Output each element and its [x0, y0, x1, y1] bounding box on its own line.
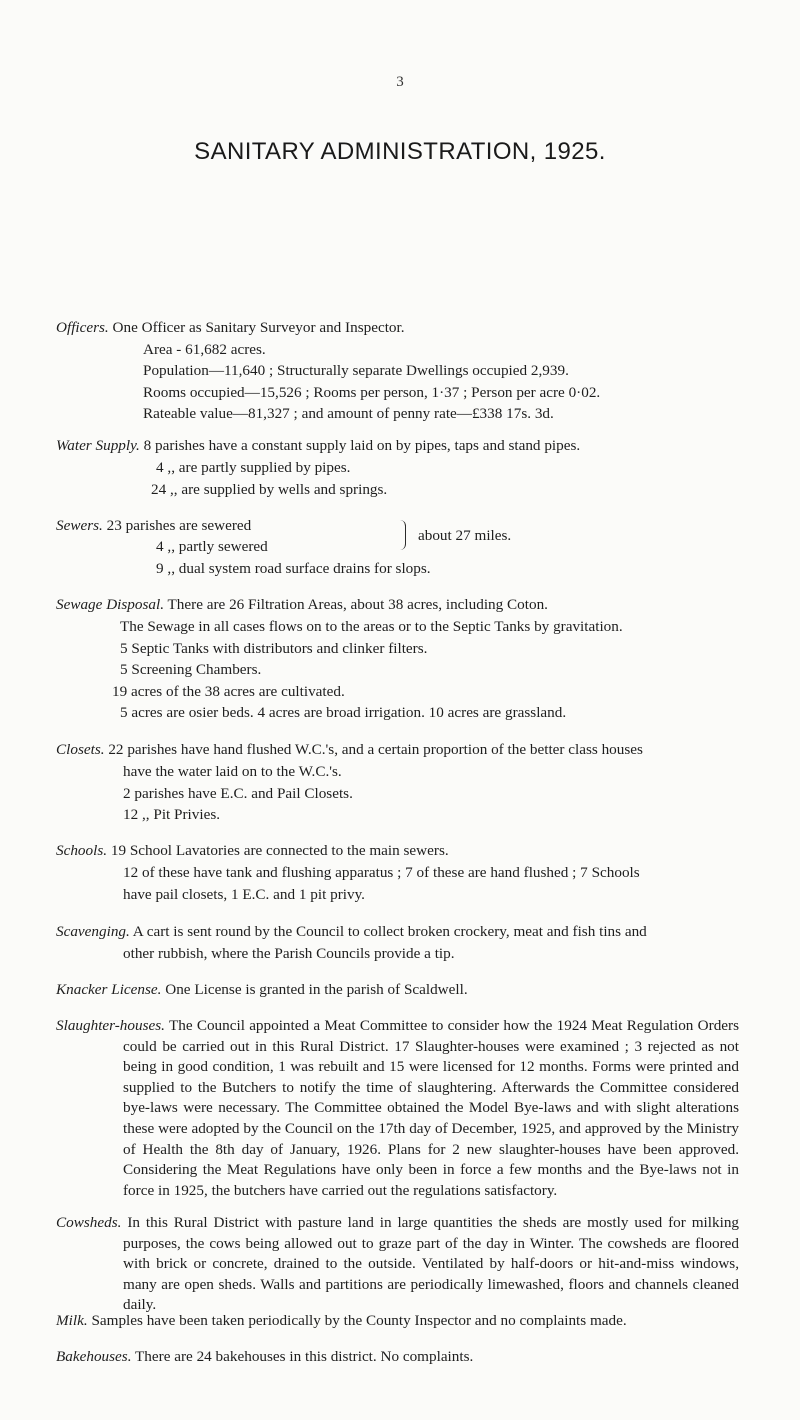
sewage-line-2: The Sewage in all cases flows on to the areas or to the Septic Tanks by gravitation. [120, 618, 623, 635]
scavenging-line-2: other rubbish, where the Parish Councils provide a tip. [123, 945, 455, 962]
water-line-1: 8 parishes have a constant supply laid on by pipes, taps and stand pipes. [143, 437, 581, 454]
milk-section [56, 1311, 627, 1331]
sewage-line-4: 5 Screening Chambers. [120, 661, 262, 678]
page-number: 3 [396, 74, 404, 90]
officers-line-1: One Officer as Sanitary Surveyor and Inspector. [112, 319, 405, 336]
scavenging-section [56, 922, 647, 942]
closets-section [56, 740, 643, 760]
water-heading: Water Supply. [56, 437, 140, 454]
cowsheds-heading: Cowsheds. [56, 1214, 122, 1231]
slaughter-heading: Slaughter-houses. [56, 1017, 165, 1034]
sewers-line-1: 23 parishes are sewered [106, 517, 252, 534]
knacker-line-1: One License is granted in the parish of Scaldwell. [165, 981, 468, 998]
milk-heading: Milk. [56, 1312, 88, 1329]
milk-line-1: Samples have been taken periodically by the County Inspector and no complaints made. [91, 1312, 627, 1329]
sewers-section [56, 516, 251, 536]
officers-line-5: Rateable value—81,327 ; and amount of penny rate—£338 17s. 3d. [143, 405, 554, 422]
slaughter-paragraph-inner [56, 1016, 739, 1201]
sewers-line-3: 9 ,, dual system road surface drains for slops. [156, 560, 431, 577]
water-line-3: 24 ,, are supplied by wells and springs. [151, 481, 388, 498]
schools-section [56, 841, 449, 861]
sewage-line-1: There are 26 Filtration Areas, about 38 acres, including Coton. [167, 596, 548, 613]
knacker-heading: Knacker License. [56, 981, 162, 998]
cowsheds-section [56, 1213, 739, 1316]
slaughter-paragraph-wrap [56, 1016, 739, 1201]
cowsheds-paragraph-inner [56, 1213, 739, 1316]
sewers-brace-label: about 27 miles. [418, 527, 512, 544]
water-line-2: 4 ,, are partly supplied by pipes. [156, 459, 351, 476]
bakehouses-heading: Bakehouses. [56, 1348, 132, 1365]
schools-heading: Schools. [56, 842, 108, 859]
closets-line-3: 2 parishes have E.C. and Pail Closets. [123, 785, 353, 802]
sewage-line-5: 19 acres of the 38 acres are cultivated. [112, 683, 345, 700]
sewage-heading: Sewage Disposal. [56, 596, 164, 613]
sewers-brace [397, 520, 406, 550]
closets-line-1: 22 parishes have hand flushed W.C.'s, and a certain proportion of the better class houses [108, 741, 643, 758]
officers-line-3: Population—11,640 ; Structurally separate Dwellings occupied 2,939. [143, 362, 569, 379]
knacker-section [56, 980, 468, 1000]
cowsheds-paragraph: In this Rural District with pasture land in large quantities the sheds are mostly used for milking purposes, the cows being allowed out to graze part of the day in Winter. The cowsheds are floored with brick or concrete, drained to the outside. Ventilated by half-doors or hit-and-miss windows, many are open sheds. Walls and partitions are periodically limewashed, floors and channels cleaned daily. [123, 1214, 740, 1314]
sewage-line-3: 5 Septic Tanks with distributors and clinker filters. [120, 640, 428, 657]
bakehouses-line-1: There are 24 bakehouses in this district. No complaints. [135, 1348, 474, 1365]
bakehouses-section [56, 1347, 473, 1367]
officers-heading: Officers. [56, 319, 109, 336]
sewage-line-6: 5 acres are osier beds. 4 acres are broad irrigation. 10 acres are grassland. [120, 704, 567, 721]
closets-heading: Closets. [56, 741, 105, 758]
water-section [56, 436, 580, 456]
slaughter-paragraph: The Council appointed a Meat Committee to consider how the 1924 Meat Regulation Orders could be carried out in this Rural District. 17 Slaughter-houses were examined ; 3 rejected as not being in good condition, 1 was rebuilt and 15 were licensed for 12 months. Forms were printed and supplied to the Butchers to notify the time of slaughtering. Afterwards the Committee considered bye-laws were necessary. The Committee obtained the Model Bye-laws and with slight alterations these were adopted by the Council on the 17th day of December, 1925, and approved by the Ministry of Health the 8th day of January, 1926. Plans for 2 new slaughter-houses have been approved. Considering the Meat Regulations have only been in force a few months and the Bye-laws not in force in 1925, the butchers have carried out the regulations satisfactory. [123, 1017, 739, 1199]
schools-line-2: 12 of these have tank and flushing apparatus ; 7 of these are hand flushed ; 7 Schools [123, 864, 640, 881]
page-title: SANITARY ADMINISTRATION, 1925. [194, 138, 606, 165]
sewage-section [56, 595, 548, 615]
officers-section [56, 318, 405, 338]
sewers-line-2: 4 ,, partly sewered [156, 538, 268, 555]
scavenging-line-1: A cart is sent round by the Council to collect broken crockery, meat and fish tins and [132, 923, 647, 940]
sewers-heading: Sewers. [56, 517, 103, 534]
schools-line-1: 19 School Lavatories are connected to the main sewers. [110, 842, 449, 859]
closets-line-4: 12 ,, Pit Privies. [123, 806, 221, 823]
officers-line-4: Rooms occupied—15,526 ; Rooms per person, 1·37 ; Person per acre 0·02. [143, 384, 601, 401]
schools-line-3: have pail closets, 1 E.C. and 1 pit privy. [123, 886, 365, 903]
officers-line-2: Area - 61,682 acres. [143, 341, 266, 358]
scavenging-heading: Scavenging. [56, 923, 130, 940]
closets-line-2: have the water laid on to the W.C.'s. [123, 763, 342, 780]
